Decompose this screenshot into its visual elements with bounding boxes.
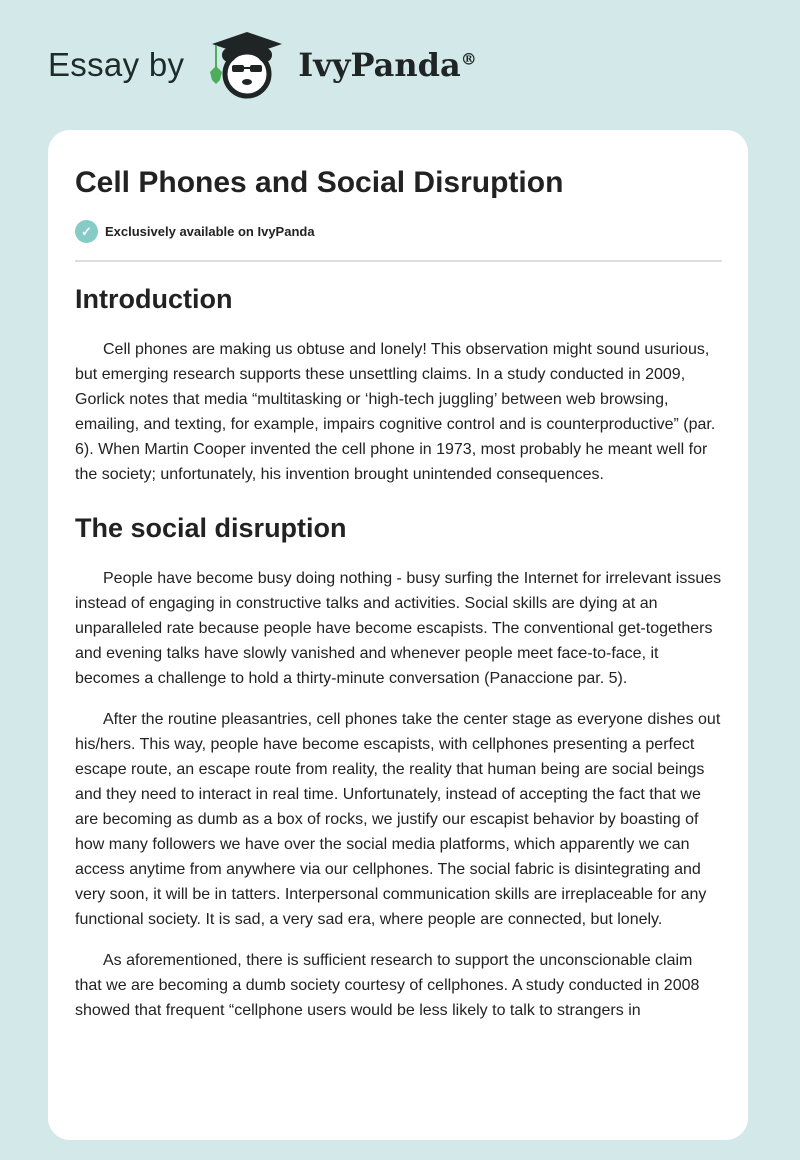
paragraph: After the routine pleasantries, cell phones take the center stage as everyone dishes out his/hers. This way, people have become escapists, with cellphones presenting a perfect escape route, an escape route from reality, the reality that human being are social beings and they need to interact in real time. Unfortunately, instead of accepting the fact that we are becoming as dumb as a box of rocks, we justify our escapist behavior by boasting of how many followers we have over the social media platforms, which apparently we can access anytime from anywhere via our cellphones. The social fabric is disintegrating and very soon, it will be in tatters. Interpersonal communication skills are irreplaceable for any functional society. It is sad, a very sad era, where people are connected, but lonely. — [75, 711, 721, 928]
brand-text: IvyPanda — [298, 46, 461, 84]
registered-mark: ® — [460, 49, 477, 69]
exclusive-label: Exclusively available on IvyPanda — [105, 224, 315, 239]
paragraph: People have become busy doing nothing - busy surfing the Internet for irrelevant issues instead of engaging in constructive talks and activities. Social skills are dying at an unparalleled rate because people have become escapists. The conventional get-togethers and evening talks have slowly vanished and whenever people meet face-to-face, it becomes a challenge to hold a thirty-minute conversation (Panaccione par. 5). — [75, 570, 722, 687]
essay-by-label: Essay by — [48, 46, 185, 83]
page-title: Cell Phones and Social Disruption — [75, 166, 564, 199]
site-header — [48, 30, 477, 100]
check-icon: ✓ — [75, 220, 98, 243]
essay-card — [48, 130, 748, 1140]
brand-name — [298, 46, 476, 84]
paragraph: As aforementioned, there is sufficient research to support the unconscionable claim that we are becoming a dumb society courtesy of cellphones. A study conducted in 2008 showed that frequent “cellphone users would be less likely to talk to strangers in — [75, 952, 700, 1019]
paragraph: Cell phones are making us obtuse and lonely! This observation might sound usurious, but emerging research supports these unsettling claims. In a study conducted in 2009, Gorlick notes that media “multitasking or ‘high-tech juggling’ between web browsing, emailing, and texting, for example, impairs cognitive control and is counterproductive” (par. 6). When Martin Cooper invented the cell phone in 1973, most probably he meant well for the society; unfortunately, his invention brought unintended consequences. — [75, 341, 716, 483]
exclusive-badge — [75, 220, 722, 243]
section-heading: The social disruption — [75, 513, 347, 543]
section-heading: Introduction — [75, 284, 233, 314]
divider — [75, 260, 722, 262]
ivypanda-logo-icon[interactable] — [202, 30, 292, 100]
